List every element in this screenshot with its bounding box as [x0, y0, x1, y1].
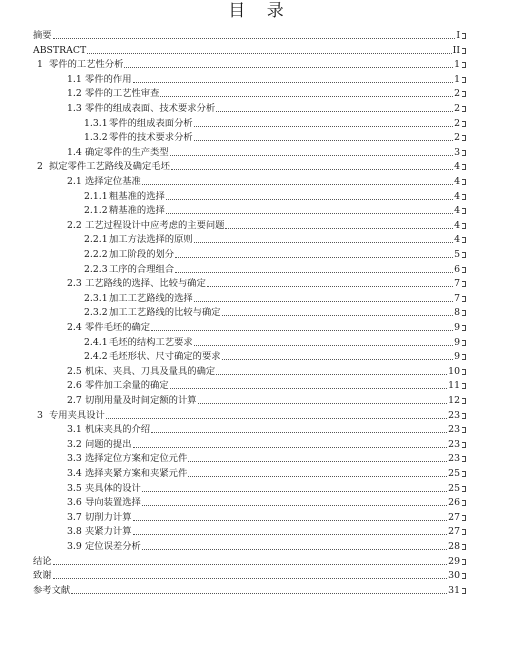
toc-entry-page: 4 — [454, 205, 460, 217]
toc-entry-text: 确定零件的生产类型 — [85, 146, 169, 158]
dot-leader — [170, 388, 447, 389]
paragraph-mark-icon — [462, 223, 466, 229]
toc-entry-text: 工艺路线的选择、比较与确定 — [85, 278, 206, 290]
toc-entry[interactable] — [33, 567, 466, 581]
paragraph-mark-icon — [462, 383, 466, 389]
toc-entry-label — [67, 74, 132, 85]
dot-leader — [175, 272, 453, 273]
toc-entry-text: 零件的组成表面、技术要求分析 — [85, 103, 216, 114]
toc-entry[interactable] — [67, 538, 466, 552]
toc-entry-number: 1.3.2 — [84, 132, 108, 144]
toc-entry-page: I — [456, 30, 460, 41]
dot-leader — [142, 491, 447, 492]
toc-entry[interactable] — [67, 480, 466, 494]
dot-leader — [175, 257, 453, 258]
toc-entry-label — [67, 468, 187, 479]
toc-entry-text: 加工工艺路线的选择 — [109, 292, 193, 304]
dot-leader — [142, 549, 447, 550]
toc-entry-label — [33, 30, 52, 41]
toc-entry-label — [84, 337, 193, 348]
toc-entry-page: 5 — [454, 249, 460, 260]
toc-entry[interactable] — [67, 377, 466, 391]
toc-entry[interactable] — [67, 392, 466, 406]
toc-entry-page: 29 — [448, 555, 460, 567]
toc-entry-page: 10 — [448, 365, 460, 377]
paragraph-mark-icon — [462, 588, 466, 594]
toc-entry-label — [67, 380, 169, 391]
toc-entry-page: 23 — [448, 438, 460, 450]
toc-entry-number: 2.3.1 — [84, 292, 108, 304]
paragraph-mark-icon — [462, 529, 466, 535]
toc-entry[interactable] — [67, 450, 466, 464]
toc-entry-text: 致谢 — [33, 570, 52, 582]
dot-leader — [133, 520, 448, 521]
dot-leader — [53, 38, 456, 39]
paragraph-mark-icon — [462, 296, 466, 302]
paragraph-mark-icon — [462, 267, 466, 273]
toc-entry-page: 9 — [454, 322, 460, 333]
dot-leader — [222, 359, 454, 360]
dot-leader — [225, 228, 453, 229]
dot-leader — [142, 505, 447, 506]
toc-entry-number: 1.1 — [67, 73, 82, 85]
toc-entry[interactable] — [84, 231, 466, 245]
toc-entry-text: 定位误差分析 — [85, 541, 141, 552]
toc-entry[interactable] — [67, 71, 466, 85]
toc-entry-page: 4 — [454, 190, 460, 202]
paragraph-mark-icon — [462, 208, 466, 214]
dot-leader — [71, 593, 447, 594]
toc-entry-number: 3.2 — [67, 438, 82, 450]
toc-entry[interactable] — [67, 421, 466, 435]
dot-leader — [133, 447, 448, 448]
toc-entry-number: 2.4 — [67, 322, 82, 333]
toc-entry[interactable] — [84, 246, 466, 260]
dot-leader — [194, 301, 453, 302]
paragraph-mark-icon — [462, 33, 466, 39]
toc-entry-page: 23 — [448, 453, 460, 465]
toc-entry-number: 2.3.2 — [84, 307, 108, 319]
paragraph-mark-icon — [462, 135, 466, 141]
toc-entry-page: 4 — [454, 176, 460, 187]
toc-entry-number: 3.9 — [67, 541, 82, 552]
paragraph-mark-icon — [462, 442, 466, 448]
paragraph-mark-icon — [462, 369, 466, 375]
toc-entry-label — [67, 366, 215, 377]
toc-entry[interactable] — [67, 523, 466, 537]
dot-leader — [124, 67, 453, 68]
toc-entry-text: 问题的提出 — [85, 438, 132, 450]
paragraph-mark-icon — [462, 325, 466, 331]
toc-entry-number: 2.2 — [67, 219, 82, 231]
toc-entry-page: 3 — [454, 146, 460, 158]
toc-entry-number: 2.5 — [67, 365, 82, 377]
toc-entry-label — [84, 132, 193, 143]
toc-entry-number: 3.1 — [67, 424, 82, 436]
toc-entry-label — [84, 307, 221, 318]
toc-entry[interactable] — [67, 363, 466, 377]
toc-entry-number: 2.7 — [67, 395, 82, 406]
toc-entry-number: 1 — [37, 59, 43, 71]
toc-entry[interactable] — [67, 494, 466, 508]
paragraph-mark-icon — [462, 48, 466, 54]
dot-leader — [188, 476, 447, 477]
toc-entry[interactable] — [37, 158, 466, 172]
toc-entry-page: 25 — [448, 468, 460, 479]
toc-entry-page: 2 — [454, 103, 460, 114]
toc-entry-page: II — [452, 44, 460, 56]
toc-entry-label — [67, 395, 197, 406]
toc-entry-label — [67, 541, 141, 552]
dot-leader — [151, 432, 447, 433]
toc-entry[interactable] — [33, 553, 466, 567]
toc-entry[interactable] — [84, 202, 466, 216]
toc-entry[interactable] — [84, 334, 466, 348]
dot-leader — [133, 82, 454, 83]
toc-entry-page: 7 — [454, 292, 460, 304]
paragraph-mark-icon — [462, 515, 466, 521]
toc-entry-number: 3.3 — [67, 453, 82, 465]
toc-entry-number: 3.4 — [67, 468, 82, 479]
toc-entry-number: 3 — [37, 409, 43, 421]
paragraph-mark-icon — [462, 91, 466, 97]
toc-entry-text: 零件的工艺性分析 — [49, 59, 124, 71]
dot-leader — [171, 169, 453, 170]
toc-entry-text: 拟定零件工艺路线及确定毛坯 — [49, 161, 170, 173]
toc-entry-text: 夹具体的设计 — [85, 482, 141, 494]
toc-entry-number: 2.2.3 — [84, 263, 108, 275]
toc-entry-page: 4 — [454, 219, 460, 231]
toc-entry-page: 27 — [448, 526, 460, 538]
toc-entry-text: 结论 — [33, 555, 52, 567]
toc-entry[interactable] — [67, 319, 466, 333]
toc-entry-label — [67, 147, 169, 158]
toc-entry-label — [67, 424, 150, 435]
paragraph-mark-icon — [462, 281, 466, 287]
toc-entry-label — [67, 439, 132, 450]
toc-entry-label — [84, 234, 193, 245]
toc-entry-label — [84, 351, 221, 362]
toc-entry[interactable] — [33, 42, 466, 56]
paragraph-mark-icon — [462, 310, 466, 316]
toc-entry-page: 4 — [454, 234, 460, 246]
toc-entry-page: 25 — [448, 482, 460, 494]
paragraph-mark-icon — [462, 237, 466, 243]
dot-leader — [194, 345, 453, 346]
toc-entry-number: 3.7 — [67, 511, 82, 523]
dot-leader — [222, 315, 454, 316]
toc-entry-text: 选择定位基准 — [85, 176, 141, 187]
toc-entry-text: 导向装置选择 — [85, 497, 141, 509]
toc-entry-number: 2.1.2 — [84, 205, 108, 217]
dot-leader — [151, 330, 453, 331]
toc-entry-text: 夹紧力计算 — [85, 526, 132, 538]
toc-entry[interactable] — [84, 290, 466, 304]
toc-entry-page: 30 — [448, 570, 460, 582]
toc-entry-page: 31 — [448, 584, 460, 596]
paragraph-mark-icon — [462, 77, 466, 83]
dot-leader — [166, 213, 453, 214]
toc-entry[interactable] — [84, 261, 466, 275]
toc-entry-page: 4 — [454, 161, 460, 173]
paragraph-mark-icon — [462, 500, 466, 506]
toc-entry-page: 28 — [448, 541, 460, 552]
toc-entry-text: 选择夹紧方案和夹紧元件 — [85, 468, 188, 479]
toc-entry-number: 1.2 — [67, 88, 82, 100]
toc-entry-label — [67, 220, 224, 231]
toc-entry-page: 12 — [448, 395, 460, 406]
paragraph-mark-icon — [462, 398, 466, 404]
toc-entry[interactable] — [67, 173, 466, 187]
dot-leader — [216, 374, 447, 375]
toc-entry-text: 零件毛坯的确定 — [85, 322, 151, 333]
toc-entry-text: 机床、夹具、刀具及量具的确定 — [85, 365, 216, 377]
toc-entry-text: 粗基准的选择 — [109, 190, 165, 202]
paragraph-mark-icon — [462, 427, 466, 433]
toc-entry-text: 选择定位方案和定位元件 — [85, 453, 188, 465]
toc-entry-label — [37, 59, 123, 70]
paragraph-mark-icon — [462, 194, 466, 200]
toc-entry-label — [67, 103, 215, 114]
dot-leader — [194, 242, 453, 243]
paragraph-mark-icon — [462, 456, 466, 462]
toc-entry[interactable] — [67, 217, 466, 231]
toc-entry-number: 2.1.1 — [84, 190, 108, 202]
paragraph-mark-icon — [462, 559, 466, 565]
toc-entry-text: 机床夹具的介绍 — [85, 424, 151, 436]
toc-entry-text: 切削用量及时间定额的计算 — [85, 395, 197, 406]
toc-entry-text: 零件加工余量的确定 — [85, 380, 169, 392]
toc-entry-number: 2.4.2 — [84, 351, 108, 363]
dot-leader — [170, 155, 453, 156]
dot-leader — [160, 96, 453, 97]
toc-entry-text: 加工阶段的划分 — [109, 249, 175, 260]
toc-entry-label — [67, 278, 206, 289]
toc-entry-page: 8 — [454, 307, 460, 319]
toc-entry-number: 2.2.1 — [84, 234, 108, 246]
toc-entry-number: 2.6 — [67, 380, 82, 392]
paragraph-mark-icon — [462, 544, 466, 550]
toc-entry-label — [67, 512, 132, 523]
dot-leader — [188, 461, 447, 462]
toc-entry-text: 毛坯形状、尺寸确定的要求 — [109, 351, 221, 363]
toc-entry-number: 2.2.2 — [84, 249, 108, 260]
dot-leader — [207, 286, 453, 287]
paragraph-mark-icon — [462, 62, 466, 68]
toc-entry-label — [37, 161, 170, 172]
toc-entry-label — [33, 556, 52, 567]
toc-entry[interactable] — [84, 348, 466, 362]
toc-entry-label — [67, 526, 132, 537]
toc-entry-page: 9 — [454, 336, 460, 348]
toc-entry[interactable] — [67, 436, 466, 450]
toc-entry-page: 11 — [448, 380, 460, 392]
toc-entry-label — [84, 249, 174, 260]
toc-entry-page: 9 — [454, 351, 460, 363]
toc-entry-text: 参考文献 — [33, 584, 71, 596]
paragraph-mark-icon — [462, 150, 466, 156]
toc-entry-number: 2.4.1 — [84, 336, 108, 348]
paragraph-mark-icon — [462, 413, 466, 419]
dot-leader — [53, 564, 448, 565]
toc-entry-label — [84, 191, 165, 202]
toc-entry-label — [67, 176, 141, 187]
toc-entry-number: 3.5 — [67, 482, 82, 494]
paragraph-mark-icon — [462, 252, 466, 258]
toc-entry[interactable] — [67, 144, 466, 158]
toc-entry[interactable] — [84, 115, 466, 129]
toc-entry-page: 23 — [448, 409, 460, 421]
toc-entry[interactable] — [67, 85, 466, 99]
toc-entry-text: 摘要 — [33, 30, 52, 41]
toc-title: 目 录 — [228, 1, 292, 21]
toc-entry-text: 精基准的选择 — [109, 205, 165, 217]
dot-leader — [142, 184, 453, 185]
toc-entry-page: 23 — [448, 424, 460, 436]
toc-entry-number: 1.3 — [67, 103, 82, 114]
toc-entry-page: 6 — [454, 263, 460, 275]
toc-entry-page: 2 — [454, 132, 460, 144]
toc-entry-number: 2 — [37, 161, 43, 173]
toc-entry-text: 专用夹具设计 — [49, 409, 105, 421]
toc-entry-text: 加工方法选择的原则 — [109, 234, 193, 246]
toc-entry-page: 26 — [448, 497, 460, 509]
toc-entry-label — [67, 88, 159, 99]
toc-entry[interactable] — [67, 275, 466, 289]
toc-entry-text: ABSTRACT — [33, 44, 87, 56]
paragraph-mark-icon — [462, 179, 466, 185]
toc-entry-text: 零件的组成表面分析 — [109, 117, 193, 129]
toc-entry-label — [33, 570, 52, 581]
paragraph-mark-icon — [462, 471, 466, 477]
toc-entry-text: 零件的技术要求分析 — [109, 132, 193, 144]
dot-leader — [53, 578, 448, 579]
dot-leader — [166, 199, 453, 200]
dot-leader — [198, 403, 448, 404]
toc-entry-page: 2 — [454, 117, 460, 129]
dot-leader — [87, 53, 451, 54]
toc-entry-number: 2.3 — [67, 278, 82, 290]
dot-leader — [194, 140, 453, 141]
toc-entry-text: 工序的合理组合 — [109, 263, 175, 275]
toc-entry[interactable] — [67, 465, 466, 479]
paragraph-mark-icon — [462, 340, 466, 346]
toc-entry[interactable] — [37, 407, 466, 421]
toc-entry-text: 工艺过程设计中应考虑的主要问题 — [85, 219, 225, 231]
toc-entry-number: 1.4 — [67, 146, 82, 158]
toc-entry[interactable] — [84, 129, 466, 143]
toc-entry[interactable] — [84, 188, 466, 202]
toc-entry-label — [33, 45, 86, 56]
toc-entry-label — [84, 264, 174, 275]
toc-entry[interactable] — [67, 100, 466, 114]
toc-entry-text: 切削力计算 — [85, 511, 132, 523]
toc-entry-number: 2.1 — [67, 176, 82, 187]
toc-entry-label — [67, 453, 187, 464]
paragraph-mark-icon — [462, 354, 466, 360]
toc-entry-page: 7 — [454, 278, 460, 290]
toc-entry[interactable] — [67, 509, 466, 523]
toc-entry[interactable] — [84, 304, 466, 318]
toc-entry-label — [67, 497, 141, 508]
toc-entry-label — [67, 322, 150, 333]
toc-entry[interactable] — [33, 27, 466, 41]
toc-entry-label — [84, 293, 193, 304]
toc-entry-page: 1 — [454, 59, 460, 71]
toc-entry-page: 2 — [454, 88, 460, 100]
toc-entry[interactable] — [37, 56, 466, 70]
dot-leader — [216, 111, 453, 112]
toc-entry-label — [33, 585, 70, 596]
dot-leader — [133, 534, 448, 535]
toc-entry-text: 零件的工艺性审查 — [85, 88, 160, 100]
toc-entry-label — [84, 205, 165, 216]
paragraph-mark-icon — [462, 486, 466, 492]
toc-entry-text: 毛坯的结构工艺要求 — [109, 336, 193, 348]
toc-entry-number: 3.6 — [67, 497, 82, 509]
paragraph-mark-icon — [462, 121, 466, 127]
toc-entry-text: 零件的作用 — [85, 73, 132, 85]
toc-entry-number: 1.3.1 — [84, 117, 108, 129]
toc-entry-label — [67, 483, 141, 494]
toc-entry-label — [84, 118, 193, 129]
dot-leader — [106, 418, 447, 419]
toc-entry-text: 加工工艺路线的比较与确定 — [109, 307, 221, 319]
paragraph-mark-icon — [462, 106, 466, 112]
toc-entry[interactable] — [33, 582, 466, 596]
paragraph-mark-icon — [462, 164, 466, 170]
toc-entry-label — [37, 410, 105, 421]
paragraph-mark-icon — [462, 573, 466, 579]
toc-entry-number: 3.8 — [67, 526, 82, 538]
toc-entry-page: 1 — [454, 73, 460, 85]
toc-entry-page: 27 — [448, 511, 460, 523]
dot-leader — [194, 126, 453, 127]
